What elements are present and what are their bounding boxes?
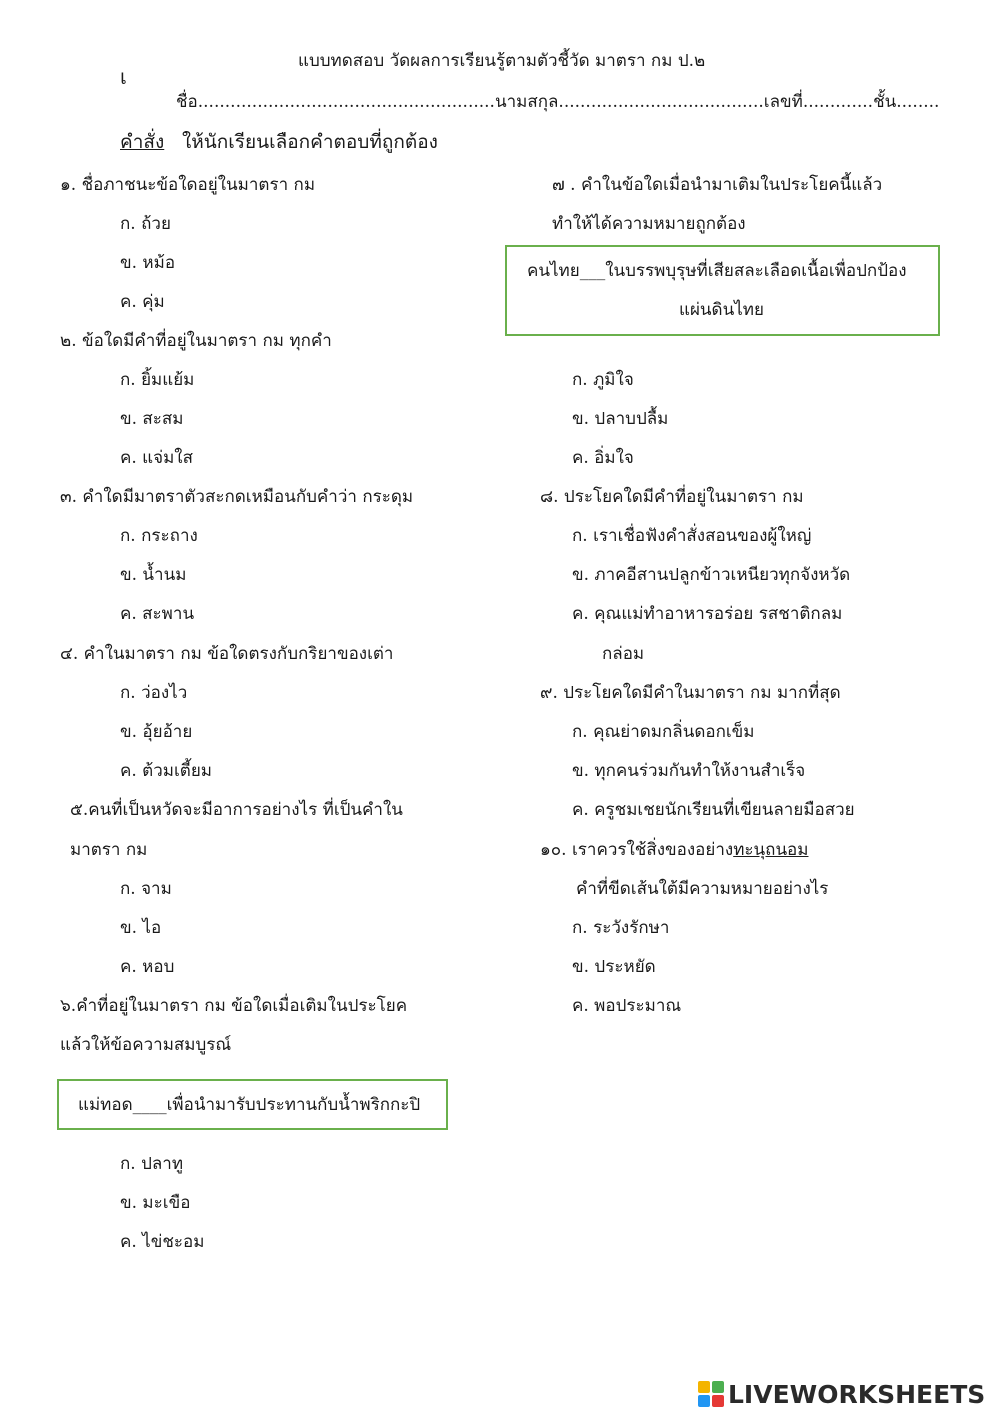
student-info-line[interactable]: ชื่อ.......................................................นามสกุล......................................เลขที่.............ชั้น........: [176, 92, 940, 112]
q2-option-c[interactable]: ค. แจ่มใส: [120, 448, 193, 468]
q6-option-a[interactable]: ก. ปลาทู: [120, 1154, 184, 1174]
q7-option-a[interactable]: ก. ภูมิใจ: [572, 370, 634, 390]
question-4: ๔. คำในมาตรา กม ข้อใดตรงกับกริยาของเต่า: [60, 644, 394, 664]
question-6-line2: แล้วให้ข้อความสมบูรณ์: [60, 1035, 232, 1055]
question-7-line2: ทำให้ได้ความหมายถูกต้อง: [552, 214, 746, 234]
logo-square-icon: [712, 1395, 724, 1407]
q10-option-a[interactable]: ก. ระวังรักษา: [572, 918, 670, 938]
logo-text: LIVEWORKSHEETS: [728, 1379, 986, 1409]
logo-square-icon: [698, 1395, 710, 1407]
q8-option-a[interactable]: ก. เราเชื่อฟังคำสั่งสอนของผู้ใหญ่: [572, 526, 812, 546]
q1-option-c[interactable]: ค. คุ่ม: [120, 292, 165, 312]
q6-sentence-box: [57, 1079, 448, 1130]
q1-option-b[interactable]: ข. หม้อ: [120, 253, 176, 273]
question-2: ๒. ข้อใดมีคำที่อยู่ในมาตรา กม ทุกคำ: [60, 331, 332, 351]
q10-option-b[interactable]: ข. ประหยัด: [572, 957, 656, 977]
q8-option-b[interactable]: ข. ภาคอีสานปลูกข้าวเหนียวทุกจังหวัด: [572, 565, 851, 585]
q10-option-c[interactable]: ค. พอประมาณ: [572, 996, 682, 1016]
question-1: ๑. ชื่อภาชนะข้อใดอยู่ในมาตรา กม: [60, 175, 316, 195]
q1-option-a[interactable]: ก. ถ้วย: [120, 214, 171, 234]
q4-option-b[interactable]: ข. อุ้ยอ้าย: [120, 722, 193, 742]
question-5-line1: ๕.คนที่เป็นหวัดจะมีอาการอย่างไร ที่เป็นคำใน: [70, 800, 403, 820]
question-3: ๓. คำใดมีมาตราตัวสะกดเหมือนกับคำว่า กระดุม: [60, 487, 414, 507]
q9-option-c[interactable]: ค. ครูชมเชยนักเรียนที่เขียนลายมือสวย: [572, 800, 855, 820]
q3-option-c[interactable]: ค. สะพาน: [120, 604, 195, 624]
q7-sentence-line2: แผ่นดินไทย: [679, 300, 764, 320]
q9-option-a[interactable]: ก. คุณย่าดมกลิ่นดอกเข็ม: [572, 722, 755, 742]
question-6-line1: ๖.คำที่อยู่ในมาตรา กม ข้อใดเมื่อเติมในประโยค: [60, 996, 408, 1016]
q6-option-b[interactable]: ข. มะเขือ: [120, 1193, 191, 1213]
q5-option-c[interactable]: ค. หอบ: [120, 957, 175, 977]
liveworksheets-logo-icon: [698, 1381, 724, 1407]
q2-option-b[interactable]: ข. สะสม: [120, 409, 184, 429]
q7-sentence-line1: คนไทย___ในบรรพบุรุษที่เสียสละเลือดเนื้อเพื่อปกป้อง: [527, 261, 907, 281]
q6-sentence: แม่ทอด____เพื่อนำมารับประทานกับน้ำพริกกะปิ: [78, 1095, 421, 1115]
question-10-line2: คำที่ขีดเส้นใต้มีความหมายอย่างไร: [576, 879, 829, 899]
q7-option-b[interactable]: ข. ปลาบปลื้ม: [572, 409, 669, 429]
q3-option-a[interactable]: ก. กระถาง: [120, 526, 198, 546]
question-5-line2: มาตรา กม: [70, 840, 148, 860]
question-8: ๘. ประโยคใดมีคำที่อยู่ในมาตรา กม: [540, 487, 804, 507]
q5-option-b[interactable]: ข. ไอ: [120, 918, 162, 938]
question-10: [540, 839, 808, 861]
question-7-line1: ๗ . คำในข้อใดเมื่อนำมาเติมในประโยคนี้แล้ว: [552, 175, 883, 195]
q8-option-c-line2[interactable]: กล่อม: [602, 644, 645, 664]
stray-mark: เ: [120, 65, 127, 89]
logo-square-icon: [698, 1381, 710, 1393]
question-10-prefix: ๑๐. เราควรใช้สิ่งของอย่าง: [540, 840, 734, 860]
q7-option-c[interactable]: ค. อิ่มใจ: [572, 448, 634, 468]
question-10-underlined-word: ทะนุถนอม: [733, 840, 809, 860]
q9-option-b[interactable]: ข. ทุกคนร่วมกันทำให้งานสำเร็จ: [572, 761, 806, 781]
q3-option-b[interactable]: ข. น้ำนม: [120, 565, 187, 585]
q4-option-a[interactable]: ก. ว่องไว: [120, 683, 188, 703]
instruction-text: ให้นักเรียนเลือกคำตอบที่ถูกต้อง: [182, 131, 438, 153]
logo-square-icon: [712, 1381, 724, 1393]
q6-option-c[interactable]: ค. ไข่ชะอม: [120, 1232, 205, 1252]
q5-option-a[interactable]: ก. จาม: [120, 879, 172, 899]
q7-sentence-box: [505, 245, 940, 336]
q2-option-a[interactable]: ก. ยิ้มแย้ม: [120, 370, 195, 390]
q8-option-c-line1[interactable]: ค. คุณแม่ทำอาหารอร่อย รสชาติกลม: [572, 604, 843, 624]
liveworksheets-logo: [698, 1379, 985, 1409]
instruction-label: คำสั่ง: [120, 131, 165, 153]
q4-option-c[interactable]: ค. ต้วมเตี้ยม: [120, 761, 212, 781]
question-9: ๙. ประโยคใดมีคำในมาตรา กม มากที่สุด: [540, 683, 841, 703]
worksheet-title: แบบทดสอบ วัดผลการเรียนรู้ตามตัวชี้วัด มาตรา กม ป.๒: [298, 51, 706, 71]
